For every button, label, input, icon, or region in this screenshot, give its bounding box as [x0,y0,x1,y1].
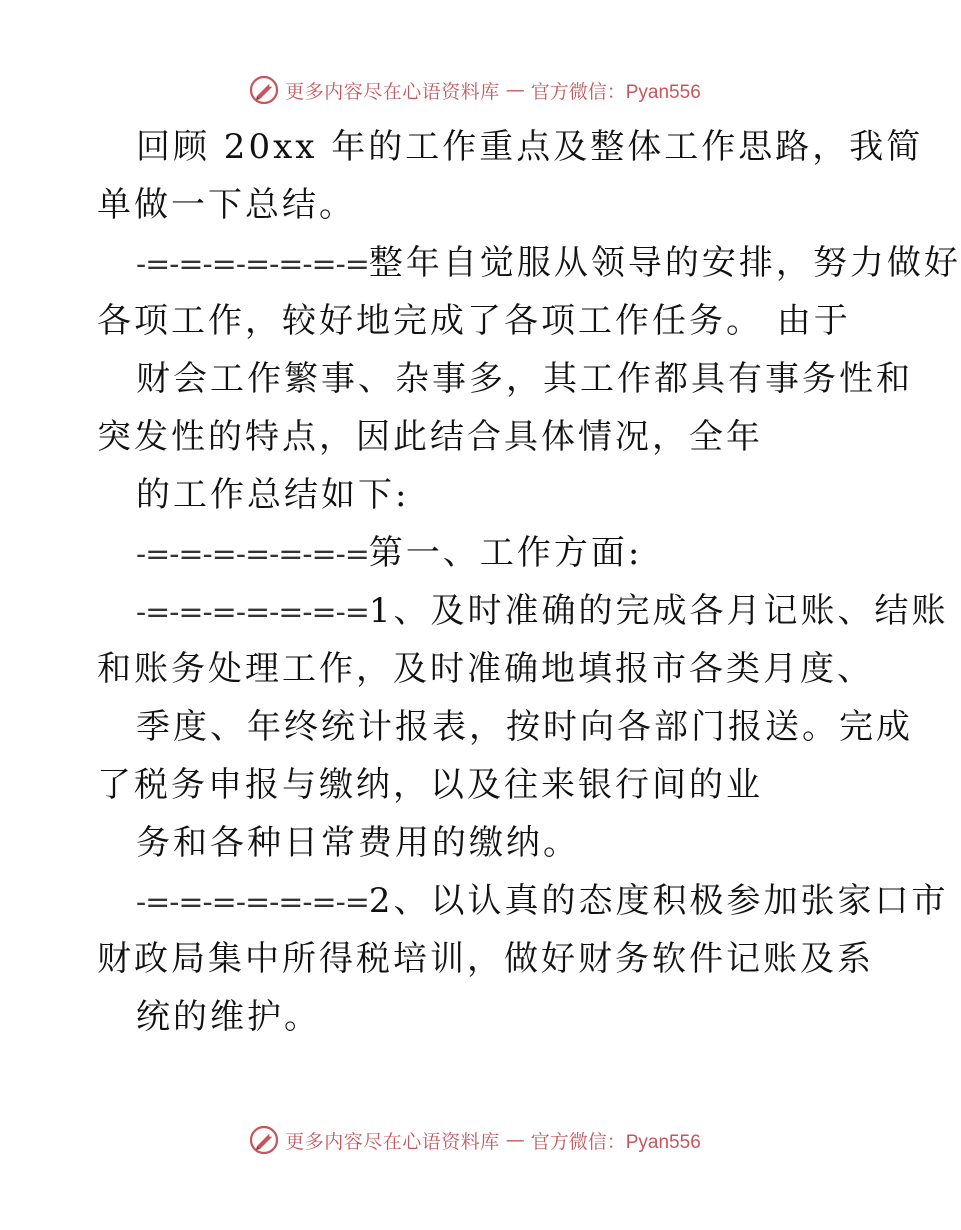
separator-symbols: -=-=-=-=-=-=-= [136,885,369,920]
body-line: 了税务申报与缴纳，以及往来银行间的业 [97,765,763,805]
body-line: 单做一下总结。 [97,185,356,225]
body-line: -=-=-=-=-=-=-=2、以认真的态度积极参加张家口市 [136,881,949,921]
watermark-account: 官方微信：Pyan556 [530,1131,701,1153]
watermark-text: 更多内容尽在心语资料库 [285,80,500,103]
body-line: 统的维护。 [136,997,321,1037]
body-line: 回顾 20xx 年的工作重点及整体工作思路，我简 [136,127,924,167]
pen-logo-icon [249,75,279,105]
separator-symbols: -=-=-=-=-=-=-= [136,595,369,630]
body-line: 财会工作繁事、杂事多，其工作都具有事务性和 [136,359,913,399]
body-line: -=-=-=-=-=-=-=第一、工作方面: [136,533,643,573]
separator-symbols: -=-=-=-=-=-=-= [136,247,369,282]
separator-symbols: -=-=-=-=-=-=-= [136,537,369,572]
body-line: 的工作总结如下: [136,475,410,515]
watermark-separator: — [505,1129,525,1151]
body-line: -=-=-=-=-=-=-=整年自觉服从领导的安排，努力做好 [136,243,961,283]
body-line: -=-=-=-=-=-=-=1、及时准确的完成各月记账、结账 [136,591,949,631]
watermark-account: 官方微信：Pyan556 [530,81,701,103]
footer-watermark [0,1120,950,1160]
watermark-text: 更多内容尽在心语资料库 [285,1130,500,1153]
body-line: 各项工作，较好地完成了各项工作任务。 由于 [97,301,851,341]
watermark-separator: — [505,79,525,101]
body-line: 务和各种日常费用的缴纳。 [136,823,580,863]
body-line: 和账务处理工作，及时准确地填报市各类月度、 [97,649,874,689]
body-line: 季度、年终统计报表，按时向各部门报送。完成 [136,707,913,747]
body-line: 财政局集中所得税培训，做好财务软件记账及系 [97,939,874,979]
body-line: 突发性的特点，因此结合具体情况，全年 [97,417,763,457]
header-watermark [0,70,950,110]
pen-logo-icon [249,1125,279,1155]
